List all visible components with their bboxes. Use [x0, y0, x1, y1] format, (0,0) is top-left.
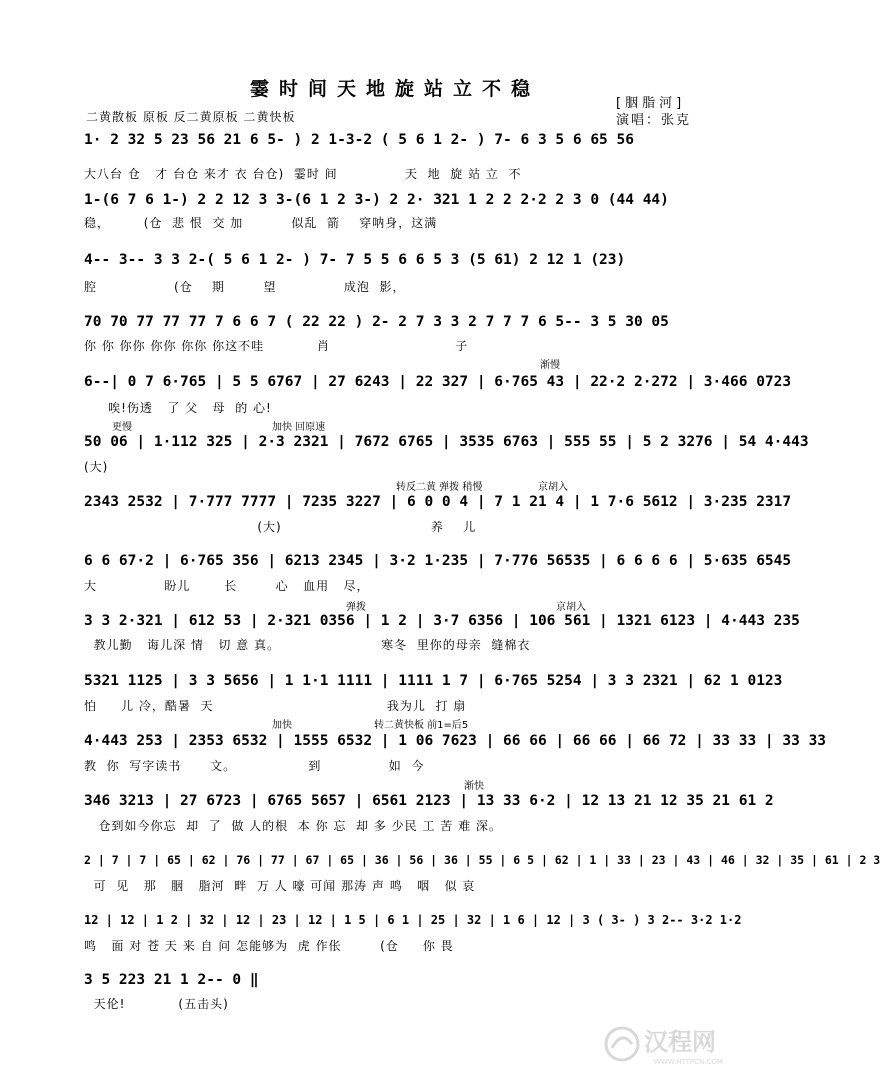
tempo-mark: 转二黄快板 前1=后5	[374, 720, 469, 731]
tempo-mark: 加快 回原速	[272, 422, 326, 433]
tempo-mark: 京胡入	[538, 482, 568, 493]
lyric-line-7: (大) 养 儿	[84, 520, 477, 534]
watermark-url: WWW.HTTPCN.COM	[654, 1058, 723, 1066]
lyric-line-1: 大八台 仓 才 台仓 来才 衣 台仓) 霎时 间 天 地 旋 站 立 不	[84, 167, 522, 181]
notation-line-5: 6--| 0 7 6·765 | 5 5 6767 | 27 6243 | 22 327 | 6·765 43 | 22·2 2·272 | 3·466 0723	[84, 374, 792, 390]
notation-line-1: 1· 2 32 5 23 56 21 6 5- ) 2 1-3-2 ( 5 6 1 2- ) 7- 6 3 5 6 65 56	[84, 132, 634, 148]
lyric-line-6: (大)	[84, 460, 109, 474]
lyric-line-11: 教 你 写字读书 文。 到 如 今	[84, 759, 425, 773]
lyric-line-10: 怕 儿 冷，酷暑 天 我为儿 打 扇	[84, 699, 467, 713]
notation-line-14: 12 | 12 | 1 2 | 32 | 12 | 23 | 12 | 1 5 | 6 1 | 25 | 32 | 1 6 | 12 | 3 ( 3- ) 3 2-- 3·2 1·2	[84, 913, 742, 927]
notation-line-13: 2 | 7 | 7 | 65 | 62 | 76 | 77 | 67 | 65 | 36 | 56 | 36 | 55 | 6 5 | 62 | 1 | 33 | 23 | 43 | 46 | 32 | 35 | 61 | 2 3	[84, 853, 880, 867]
notation-line-12: 346 3213 | 27 6723 | 6765 5657 | 6561 2123 | 13 33 6·2 | 12 13 21 12 35 21 61 2	[84, 793, 774, 809]
lyric-line-8: 大 盼儿 长 心 血用 尽，	[84, 579, 370, 593]
watermark-text: 汉程网	[644, 1028, 716, 1056]
lyric-line-5: 唉!伤透 了 父 母 的 心!	[84, 401, 272, 415]
notation-line-4: 70 70 77 77 77 7 6 6 7 ( 22 22 ) 2- 2 7 3 3 2 7 7 7 6 5-- 3 5 30 05	[84, 314, 669, 330]
tempo-header: 二黄散板 原板 反二黄原板 二黄快板	[86, 110, 296, 124]
watermark-logo-icon	[600, 1020, 780, 1070]
lyric-line-3: 腔 (仓 期 望 成泡 影，	[84, 280, 406, 294]
notation-line-3: 4-- 3-- 3 3 2-( 5 6 1 2- ) 7- 7 5 5 6 6 5 3 (5 61) 2 12 1 (23)	[84, 252, 626, 268]
tempo-mark: 更慢	[112, 422, 132, 433]
lyric-line-12: 仓到如今你忘 却 了 做 人的根 本 你 忘 却 多 少民 工 苦 难 深。	[84, 819, 502, 833]
site-watermark	[600, 1020, 780, 1070]
opera-name: [胭脂河]	[616, 96, 686, 111]
notation-line-10: 5321 1125 | 3 3 5656 | 1 1·1 1111 | 1111 1 7 | 6·765 5254 | 3 3 2321 | 62 1 0123	[84, 673, 783, 689]
tempo-mark: 转反二黄 弹拨 稍慢	[396, 482, 483, 493]
tempo-mark: 渐慢	[540, 360, 560, 371]
lyric-line-14: 鸣 面 对 苍 天 来 自 问 怎能够为 虎 作伥 (仓 你 畏	[84, 939, 454, 953]
song-title: 霎时间天地旋站立不稳	[249, 78, 540, 100]
tempo-mark: 京胡入	[556, 602, 586, 613]
notation-line-11: 4·443 253 | 2353 6532 | 1555 6532 | 1 06 7623 | 66 66 | 66 66 | 66 72 | 33 33 | 33 33	[84, 733, 827, 749]
notation-line-6: 50 06 | 1·112 325 | 2·3 2321 | 7672 6765 | 3535 6763 | 555 55 | 5 2 3276 | 54 4·443	[84, 434, 809, 450]
lyric-line-15: 天伦! (五击头)	[84, 997, 229, 1011]
tempo-mark: 加快	[272, 720, 292, 731]
lyric-line-4: 你 你 你你 你你 你你 你这不哇 肖 子	[84, 339, 469, 353]
notation-line-7: 2343 2532 | 7·777 7777 | 7235 3227 | 6 0 0 4 | 7 1 21 4 | 1 7·6 5612 | 3·235 2317	[84, 494, 792, 510]
notation-line-2: 1-(6 7 6 1-) 2 2 12 3 3-(6 1 2 3-) 2 2· 321 1 2 2 2·2 2 3 0 (44 44)	[84, 192, 669, 208]
tempo-mark: 渐快	[464, 781, 484, 792]
notation-line-9: 3 3 2·321 | 612 53 | 2·321 0356 | 1 2 | 3·7 6356 | 106 561 | 1321 6123 | 4·443 235	[84, 613, 800, 629]
singer-credit: 演唱：张克	[616, 113, 692, 128]
lyric-line-9: 教儿勤 诲儿深 情 切 意 真。 寒冬 里你的母亲 缝棉衣	[84, 638, 531, 652]
lyric-line-13: 可 见 那 胭 脂河 畔 万 人 嚎 可闻 那涛 声 鸣 咽 似 哀	[84, 879, 476, 893]
tempo-mark: 弹拨	[346, 602, 366, 613]
notation-line-8: 6 6 67·2 | 6·765 356 | 6213 2345 | 3·2 1·235 | 7·776 56535 | 6 6 6 6 | 5·635 6545	[84, 553, 792, 569]
lyric-line-2: 稳， (仓 悲 恨 交 加 似乱 箭 穿呐身，这满	[84, 216, 438, 230]
notation-line-15: 3 5 223 21 1 2-- 0 ‖	[84, 972, 259, 988]
